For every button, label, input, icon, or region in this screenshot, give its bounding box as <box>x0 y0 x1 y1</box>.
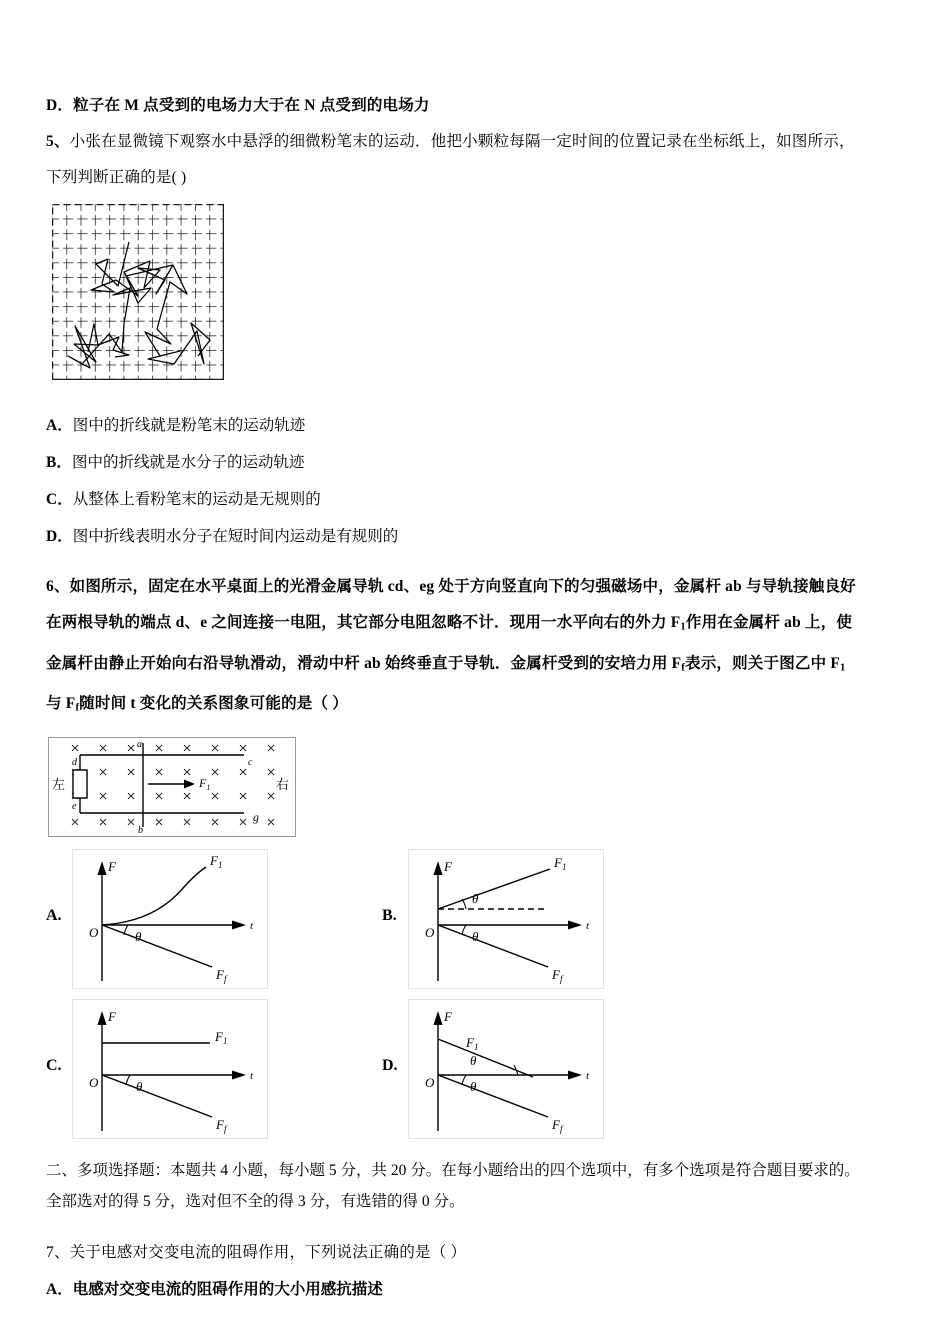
label-right-side: 右 <box>276 776 290 792</box>
angle-label-b1: θ <box>472 890 479 906</box>
graph-option-a-label: A. <box>46 906 62 924</box>
label-node-d: d <box>72 756 77 768</box>
origin-label-b: O <box>425 924 435 940</box>
origin-label-d: O <box>425 1074 435 1090</box>
q5-option-b-label: B． <box>46 454 72 471</box>
graph-option-a <box>46 849 296 989</box>
graph-option-b <box>382 849 632 989</box>
question6-stem-text1: 如图所示，固定在水平桌面上的光滑金属导轨 cd、eg 处于方向竖直向下的匀强磁场中，金属杆 ab 与导轨接触良好 <box>69 578 856 595</box>
rail-circuit-figure <box>48 737 298 837</box>
question5-stem-text1: 小张在显微镜下观察水中悬浮的细微粉笔末的运动．他把小颗粒每隔一定时间的位置记录在坐标纸上，如图所示， <box>69 133 855 150</box>
label-node-a: a <box>137 738 142 750</box>
graph-option-c-label: C. <box>46 1056 62 1074</box>
q5-option-b <box>46 444 918 481</box>
q7-option-a-text: 电感对交变电流的阻碍作用的大小用感抗描述 <box>72 1280 383 1298</box>
question6-stem-text4b: 随时间 t 变化的关系图象可能的是（ ） <box>79 695 348 713</box>
series-label-f1-b: $F_1$ <box>554 854 567 872</box>
graph-options-container <box>46 849 686 1139</box>
q5-option-a-text: 图中的折线就是粉笔末的运动轨迹 <box>72 417 306 434</box>
series-label-ff-b: $F_f$ <box>552 966 563 984</box>
series-label-ff-c: $F_f$ <box>216 1116 227 1134</box>
axis-label-f-a: F <box>108 858 116 874</box>
section2-line2: 全部选对的得 5 分，选对但不全的得 3 分，有选错的得 0 分。 <box>46 1192 465 1210</box>
question5-stem-line1 <box>46 124 918 160</box>
question6-sub-f2: f <box>75 702 80 714</box>
axis-label-t-d: t <box>586 1069 590 1082</box>
axis-label-t-b: t <box>586 919 590 932</box>
question5-number: 5、 <box>46 133 70 150</box>
series-label-ff-d: $F_f$ <box>552 1116 563 1134</box>
axis-label-f-d: F <box>444 1008 452 1024</box>
page-content <box>46 88 918 1308</box>
question6-sub-1b: 1 <box>840 662 846 674</box>
angle-label-b2: θ <box>472 928 479 944</box>
origin-label-c: O <box>89 1074 99 1090</box>
graph-option-c <box>46 999 296 1139</box>
graph-option-d <box>382 999 632 1139</box>
graph-option-a-svg <box>72 849 294 989</box>
angle-label-a: θ <box>135 928 142 944</box>
angle-label-d2: θ <box>470 1078 477 1094</box>
q5-option-c-text: 从整体上看粉笔末的运动是无规则的 <box>72 491 321 508</box>
q7-option-a-label: A． <box>46 1280 73 1298</box>
rail-circuit-diagram <box>48 737 296 837</box>
question6-stem-text2a: 在两根导轨的端点 d、e 之间连接一电阻，其它部分电阻忽略不计．现用一水平向右的外力 F <box>46 614 681 631</box>
question7-number: 7、 <box>46 1243 70 1261</box>
label-node-e: e <box>72 800 77 812</box>
question6-sub-1: 1 <box>680 621 686 633</box>
question5-stem-text2: 下列判断正确的是( ) <box>46 169 187 186</box>
axis-label-f-b: F <box>444 858 452 874</box>
question6-stem-line3 <box>46 646 918 687</box>
q5-option-d-text: 图中折线表明水分子在短时间内运动是有规则的 <box>72 528 399 545</box>
q5-option-a-label: A． <box>46 417 73 434</box>
q5-option-a <box>46 407 918 444</box>
q5-option-d <box>46 518 918 555</box>
question6-stem-line2 <box>46 605 918 646</box>
graph-option-d-svg <box>408 999 630 1139</box>
label-node-c: c <box>248 756 253 768</box>
q4-option-d <box>46 88 918 124</box>
question6-stem-line4 <box>46 686 918 727</box>
label-left-side: 左 <box>52 776 66 792</box>
brownian-motion-figure <box>52 204 232 389</box>
question7-stem <box>46 1235 918 1271</box>
series-label-f1-a: $F_1$ <box>210 852 223 870</box>
q4-option-d-label: D． <box>46 97 74 114</box>
series-label-f1-c: $F_1$ <box>215 1028 228 1046</box>
axis-label-t-c: t <box>250 1069 254 1082</box>
question6-stem-text2b: 作用在金属杆 ab 上，使 <box>685 614 853 631</box>
brownian-motion-grid <box>52 204 224 380</box>
label-node-b: b <box>138 824 143 836</box>
angle-label-d1: θ <box>470 1052 477 1068</box>
graph-option-b-svg <box>408 849 630 989</box>
question5-stem-line2 <box>46 160 918 196</box>
question7-stem-text: 关于电感对交变电流的阻碍作用，下列说法正确的是（ ） <box>69 1243 467 1261</box>
q5-option-b-text: 图中的折线就是水分子的运动轨迹 <box>72 454 305 471</box>
graph-option-b-label: B. <box>382 906 397 924</box>
question6-number: 6、 <box>46 578 70 595</box>
section2-line1: 二、多项选择题：本题共 4 小题，每小题 5 分，共 20 分。在每小题给出的四个选项中，有多个选项是符合题目要求的。 <box>46 1161 860 1179</box>
question6-stem-text4a: 与 F <box>46 695 76 713</box>
graph-option-c-svg <box>72 999 294 1139</box>
series-label-ff-a: $F_f$ <box>216 966 227 984</box>
series-label-f1-d: $F_1$ <box>466 1034 479 1052</box>
q4-option-d-text: 粒子在 M 点受到的电场力大于在 N 点受到的电场力 <box>73 97 430 114</box>
axis-label-f-c: F <box>108 1008 116 1024</box>
resistor-element <box>73 770 87 798</box>
q5-option-c-label: C． <box>46 491 73 508</box>
q5-option-d-label: D． <box>46 528 73 545</box>
q5-option-c <box>46 481 918 518</box>
graph-option-d-label: D. <box>382 1056 398 1074</box>
axis-label-t-a: t <box>250 919 254 932</box>
origin-label-a: O <box>89 924 99 940</box>
question6-stem-line1 <box>46 569 918 605</box>
label-force-f1: $F_1$ <box>199 775 211 792</box>
angle-label-c: θ <box>136 1078 143 1094</box>
q7-option-a <box>46 1271 918 1308</box>
label-node-g: g <box>253 809 259 824</box>
question6-stem-text3a: 金属杆由静止开始向右沿导轨滑动，滑动中杆 ab 始终垂直于导轨．金属杆受到的安培力用 F <box>46 654 682 672</box>
question6-sub-f: f <box>681 662 685 674</box>
question6-stem-text3b: 表示，则关于图乙中 F <box>685 654 841 672</box>
